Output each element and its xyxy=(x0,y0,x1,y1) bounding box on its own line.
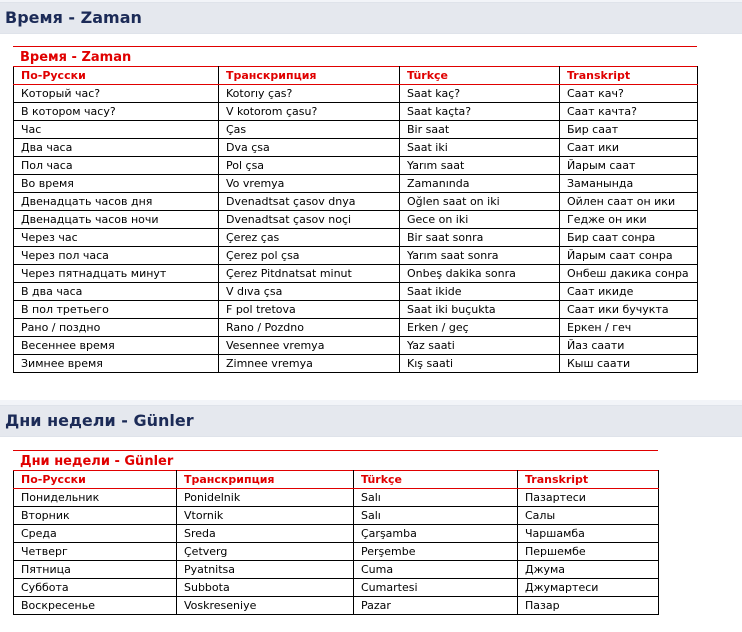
days-panel xyxy=(0,437,742,632)
table-row xyxy=(14,301,698,319)
table-cell: Saat iki buçukta xyxy=(400,301,560,319)
table-cell: Çerez ças xyxy=(219,229,400,247)
table-cell: Саат ики xyxy=(560,139,698,157)
table-cell: Saat kaçta? xyxy=(400,103,560,121)
table-cell: Pol çsa xyxy=(219,157,400,175)
table-cell: Pyatnitsa xyxy=(177,561,354,579)
table-cell: Erken / geç xyxy=(400,319,560,337)
table-cell: Салы xyxy=(518,507,659,525)
table-cell: Бир саат xyxy=(560,121,698,139)
column-header: Транскрипция xyxy=(219,67,400,85)
table-row xyxy=(14,103,698,121)
table-cell: Понидельник xyxy=(14,489,177,507)
table-cell: Джумартеси xyxy=(518,579,659,597)
table-cell: Saat iki xyxy=(400,139,560,157)
table-cell: Рано / поздно xyxy=(14,319,219,337)
table-cell: Rano / Pozdno xyxy=(219,319,400,337)
table-cell: Çarşamba xyxy=(354,525,518,543)
table-cell: Суббота xyxy=(14,579,177,597)
table-cell: Заманында xyxy=(560,175,698,193)
table-cell: Çetverg xyxy=(177,543,354,561)
table-cell: V dıva çsa xyxy=(219,283,400,301)
column-header: Transkript xyxy=(560,67,698,85)
table-cell: Йарым саат сонра xyxy=(560,247,698,265)
table-cell: Bir saat xyxy=(400,121,560,139)
table-cell: Весеннее время xyxy=(14,337,219,355)
section-header-time xyxy=(0,2,742,34)
time-table xyxy=(13,66,698,373)
table-cell: Subbota xyxy=(177,579,354,597)
table-cell: Saat kaç? xyxy=(400,85,560,103)
table-cell: Пятница xyxy=(14,561,177,579)
table-cell: Dva çsa xyxy=(219,139,400,157)
column-header: По-Русски xyxy=(14,471,177,489)
table-row xyxy=(14,193,698,211)
table-cell: Бир саат сонра xyxy=(560,229,698,247)
table-cell: Bir saat sonra xyxy=(400,229,560,247)
table-cell: Yarım saat xyxy=(400,157,560,175)
table-cell: Онбеш дакика сонра xyxy=(560,265,698,283)
table-cell: В котором часу? xyxy=(14,103,219,121)
table-cell: Gece on iki xyxy=(400,211,560,229)
table-cell: Еркен / геч xyxy=(560,319,698,337)
column-header: По-Русски xyxy=(14,67,219,85)
table-cell: Cuma xyxy=(354,561,518,579)
table-row xyxy=(14,247,698,265)
table-cell: Perşembe xyxy=(354,543,518,561)
section-title: Время - Zaman xyxy=(5,8,142,27)
table-cell: Пазар xyxy=(518,597,659,615)
table-cell: Зимнее время xyxy=(14,355,219,373)
table-cell: F pol tretova xyxy=(219,301,400,319)
table-cell: Cumartesi xyxy=(354,579,518,597)
table-cell: Двенадцать часов дня xyxy=(14,193,219,211)
table-cell: Dvenadtsat çasov noçi xyxy=(219,211,400,229)
column-header: Транскрипция xyxy=(177,471,354,489)
table-row xyxy=(14,157,698,175)
table-cell: Pazar xyxy=(354,597,518,615)
table-cell: В пол третьего xyxy=(14,301,219,319)
table-cell: Среда xyxy=(14,525,177,543)
table-row xyxy=(14,175,698,193)
table-row xyxy=(14,561,659,579)
table-cell: Yaz saati xyxy=(400,337,560,355)
table-cell: Который час? xyxy=(14,85,219,103)
table-cell: Zimnee vremya xyxy=(219,355,400,373)
table-row xyxy=(14,597,659,615)
table-cell: Через час xyxy=(14,229,219,247)
table-cell: Час xyxy=(14,121,219,139)
days-table-wrap xyxy=(13,450,658,615)
table-cell: Yarım saat sonra xyxy=(400,247,560,265)
table-cell: Oğlen saat on iki xyxy=(400,193,560,211)
table-row xyxy=(14,489,659,507)
table-row xyxy=(14,211,698,229)
table-cell: Першембе xyxy=(518,543,659,561)
table-header-row xyxy=(14,471,659,489)
table-row xyxy=(14,229,698,247)
table-cell: Саат икиде xyxy=(560,283,698,301)
section-header-days xyxy=(0,405,742,437)
table-cell: Два часа xyxy=(14,139,219,157)
table-cell: Йарым саат xyxy=(560,157,698,175)
table-cell: Saat ikide xyxy=(400,283,560,301)
table-cell: V kotorom çasu? xyxy=(219,103,400,121)
table-row xyxy=(14,265,698,283)
time-panel xyxy=(0,34,742,400)
table-cell: Dvenadtsat çasov dnya xyxy=(219,193,400,211)
table-title: Дни недели - Günler xyxy=(13,450,658,470)
table-title: Время - Zaman xyxy=(13,46,697,66)
table-cell: Vtornik xyxy=(177,507,354,525)
table-cell: Ças xyxy=(219,121,400,139)
table-cell: Sreda xyxy=(177,525,354,543)
table-cell: Саат кач? xyxy=(560,85,698,103)
table-row xyxy=(14,85,698,103)
table-cell: Onbeş dakika sonra xyxy=(400,265,560,283)
table-row xyxy=(14,121,698,139)
table-cell: Vesennee vremya xyxy=(219,337,400,355)
table-cell: Через пол часа xyxy=(14,247,219,265)
table-cell: Через пятнадцать минут xyxy=(14,265,219,283)
table-cell: Ponidelnik xyxy=(177,489,354,507)
table-cell: Гедже он ики xyxy=(560,211,698,229)
table-cell: В два часа xyxy=(14,283,219,301)
table-cell: Salı xyxy=(354,489,518,507)
table-cell: Zamanında xyxy=(400,175,560,193)
table-cell: Voskreseniye xyxy=(177,597,354,615)
table-cell: Вторник xyxy=(14,507,177,525)
table-cell: Джума xyxy=(518,561,659,579)
table-cell: Саат ики бучукта xyxy=(560,301,698,319)
table-cell: Чаршамба xyxy=(518,525,659,543)
column-header: Transkript xyxy=(518,471,659,489)
days-table xyxy=(13,470,659,615)
table-cell: Четверг xyxy=(14,543,177,561)
table-cell: Çerez Pitdnatsat minut xyxy=(219,265,400,283)
table-row xyxy=(14,579,659,597)
table-cell: Саат качта? xyxy=(560,103,698,121)
table-cell: Çerez pol çsa xyxy=(219,247,400,265)
table-cell: Ойлен саат он ики xyxy=(560,193,698,211)
table-cell: Во время xyxy=(14,175,219,193)
column-header: Türkçe xyxy=(400,67,560,85)
column-header: Türkçe xyxy=(354,471,518,489)
table-cell: Kış saati xyxy=(400,355,560,373)
table-cell: Vo vremya xyxy=(219,175,400,193)
table-row xyxy=(14,507,659,525)
time-table-wrap xyxy=(13,46,697,373)
section-title: Дни недели - Günler xyxy=(5,411,194,430)
table-row xyxy=(14,543,659,561)
table-cell: Пол часа xyxy=(14,157,219,175)
table-row xyxy=(14,337,698,355)
table-row xyxy=(14,283,698,301)
table-cell: Воскресенье xyxy=(14,597,177,615)
table-cell: Salı xyxy=(354,507,518,525)
table-header-row xyxy=(14,67,698,85)
table-cell: Кыш саати xyxy=(560,355,698,373)
table-cell: Йаз саати xyxy=(560,337,698,355)
table-row xyxy=(14,525,659,543)
table-row xyxy=(14,319,698,337)
table-row xyxy=(14,139,698,157)
table-row xyxy=(14,355,698,373)
table-cell: Kotorıy ças? xyxy=(219,85,400,103)
table-cell: Пазартеси xyxy=(518,489,659,507)
table-cell: Двенадцать часов ночи xyxy=(14,211,219,229)
